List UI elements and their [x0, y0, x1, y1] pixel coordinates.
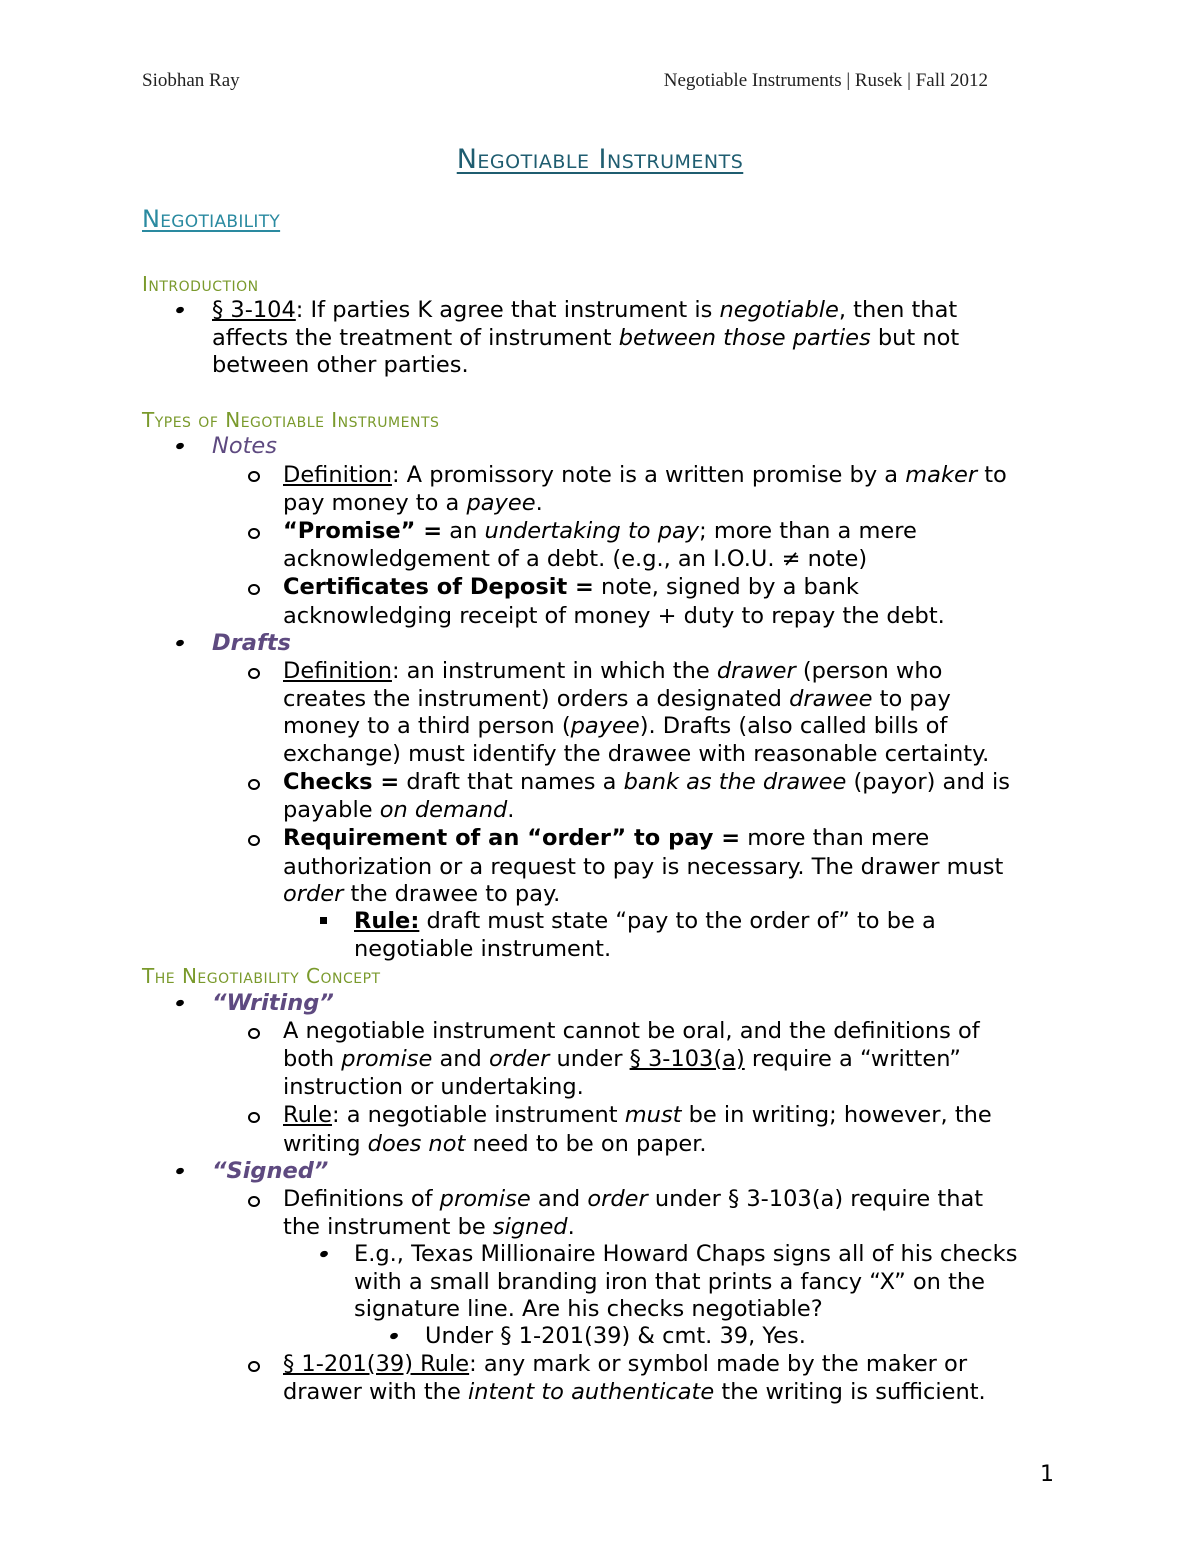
bullet-icon	[175, 1167, 185, 1175]
order-requirement-3: order the drawee to pay.	[283, 881, 561, 907]
notes-definition-cont: pay money to a payee.	[283, 490, 543, 516]
promise-item-cont: acknowledgement of a debt. (e.g., an I.O.U. ≠ note)	[283, 546, 868, 572]
drafts-definition-4: exchange) must identify the drawee with reasonable certainty.	[283, 741, 990, 767]
intro-line-2: affects the treatment of instrument between those parties but not	[212, 325, 960, 351]
header-course: Negotiable Instruments | Rusek | Fall 2012	[663, 70, 988, 91]
intro-line-3: between other parties.	[212, 352, 469, 378]
drafts-definition: Definition: an instrument in which the drawer (person who	[283, 658, 943, 684]
signed-item-1-cont: the instrument be signed.	[283, 1214, 575, 1240]
page-number: 1	[1040, 1462, 1054, 1487]
subheading-types: Types of Negotiable Instruments	[142, 408, 440, 432]
writing-heading: “Writing”	[212, 990, 334, 1016]
circle-bullet-icon	[248, 668, 260, 679]
drafts-definition-3: money to a third person (payee). Drafts (also called bills of	[283, 713, 948, 739]
authentication-rule-cont: drawer with the intent to authenticate the writing is sufficient.	[283, 1379, 986, 1405]
drafts-definition-2: creates the instrument) orders a designated drawee to pay	[283, 686, 951, 712]
circle-bullet-icon	[248, 1112, 260, 1123]
cd-item-cont: acknowledging receipt of money + duty to repay the debt.	[283, 603, 945, 629]
signed-item-1: Definitions of promise and order under § 3-103(a) require that	[283, 1186, 984, 1212]
subheading-concept: The Negotiability Concept	[142, 964, 381, 988]
order-requirement-2: authorization or a request to pay is necessary. The drawer must	[283, 854, 1004, 880]
circle-bullet-icon	[248, 835, 260, 846]
bullet-icon	[389, 1332, 399, 1340]
document-title: Negotiable Instruments	[456, 144, 744, 175]
bullet-icon	[319, 1250, 329, 1258]
example-answer: Under § 1-201(39) & cmt. 39, Yes.	[425, 1323, 806, 1349]
writing-rule: Rule: a negotiable instrument must be in writing; however, the	[283, 1102, 992, 1128]
signed-heading: “Signed”	[212, 1158, 329, 1184]
cd-item: Certificates of Deposit = note, signed by a bank	[283, 574, 859, 600]
rule-item: Rule: draft must state “pay to the order of” to be a	[354, 908, 936, 934]
writing-rule-cont: writing does not need to be on paper.	[283, 1131, 707, 1157]
section-heading-negotiability: Negotiability	[142, 205, 281, 233]
circle-bullet-icon	[248, 1028, 260, 1039]
intro-line-1: § 3-104: If parties K agree that instrument is negotiable, then that	[212, 297, 958, 323]
writing-item-1-3: instruction or undertaking.	[283, 1074, 584, 1100]
circle-bullet-icon	[248, 779, 260, 790]
drafts-heading: Drafts	[212, 630, 291, 656]
authentication-rule: § 1-201(39) Rule: any mark or symbol made by the maker or	[283, 1351, 968, 1377]
checks-item: Checks = draft that names a bank as the drawee (payor) and is	[283, 769, 1011, 795]
notes-heading: Notes	[212, 433, 277, 459]
circle-bullet-icon	[248, 528, 260, 539]
writing-item-1-2: both promise and order under § 3-103(a) require a “written”	[283, 1046, 961, 1072]
circle-bullet-icon	[248, 1196, 260, 1207]
bullet-icon	[175, 639, 185, 647]
example-line-1: E.g., Texas Millionaire Howard Chaps signs all of his checks	[354, 1241, 1018, 1267]
header-author: Siobhan Ray	[142, 70, 240, 91]
writing-item-1: A negotiable instrument cannot be oral, and the definitions of	[283, 1018, 980, 1044]
circle-bullet-icon	[248, 471, 260, 482]
circle-bullet-icon	[248, 584, 260, 595]
circle-bullet-icon	[248, 1361, 260, 1372]
bullet-icon	[175, 999, 185, 1007]
bullet-icon	[175, 442, 185, 450]
subheading-introduction: Introduction	[142, 272, 259, 296]
notes-definition: Definition: A promissory note is a written promise by a maker to	[283, 462, 1007, 488]
bullet-icon	[175, 306, 185, 314]
rule-item-cont: negotiable instrument.	[354, 936, 612, 962]
checks-item-cont: payable on demand.	[283, 797, 515, 823]
example-line-3: signature line. Are his checks negotiable?	[354, 1296, 823, 1322]
square-bullet-icon	[320, 917, 327, 924]
promise-item: “Promise” = an undertaking to pay; more than a mere	[283, 518, 917, 544]
order-requirement-item: Requirement of an “order” to pay = more than mere	[283, 825, 930, 851]
example-line-2: with a small branding iron that prints a fancy “X” on the	[354, 1269, 985, 1295]
